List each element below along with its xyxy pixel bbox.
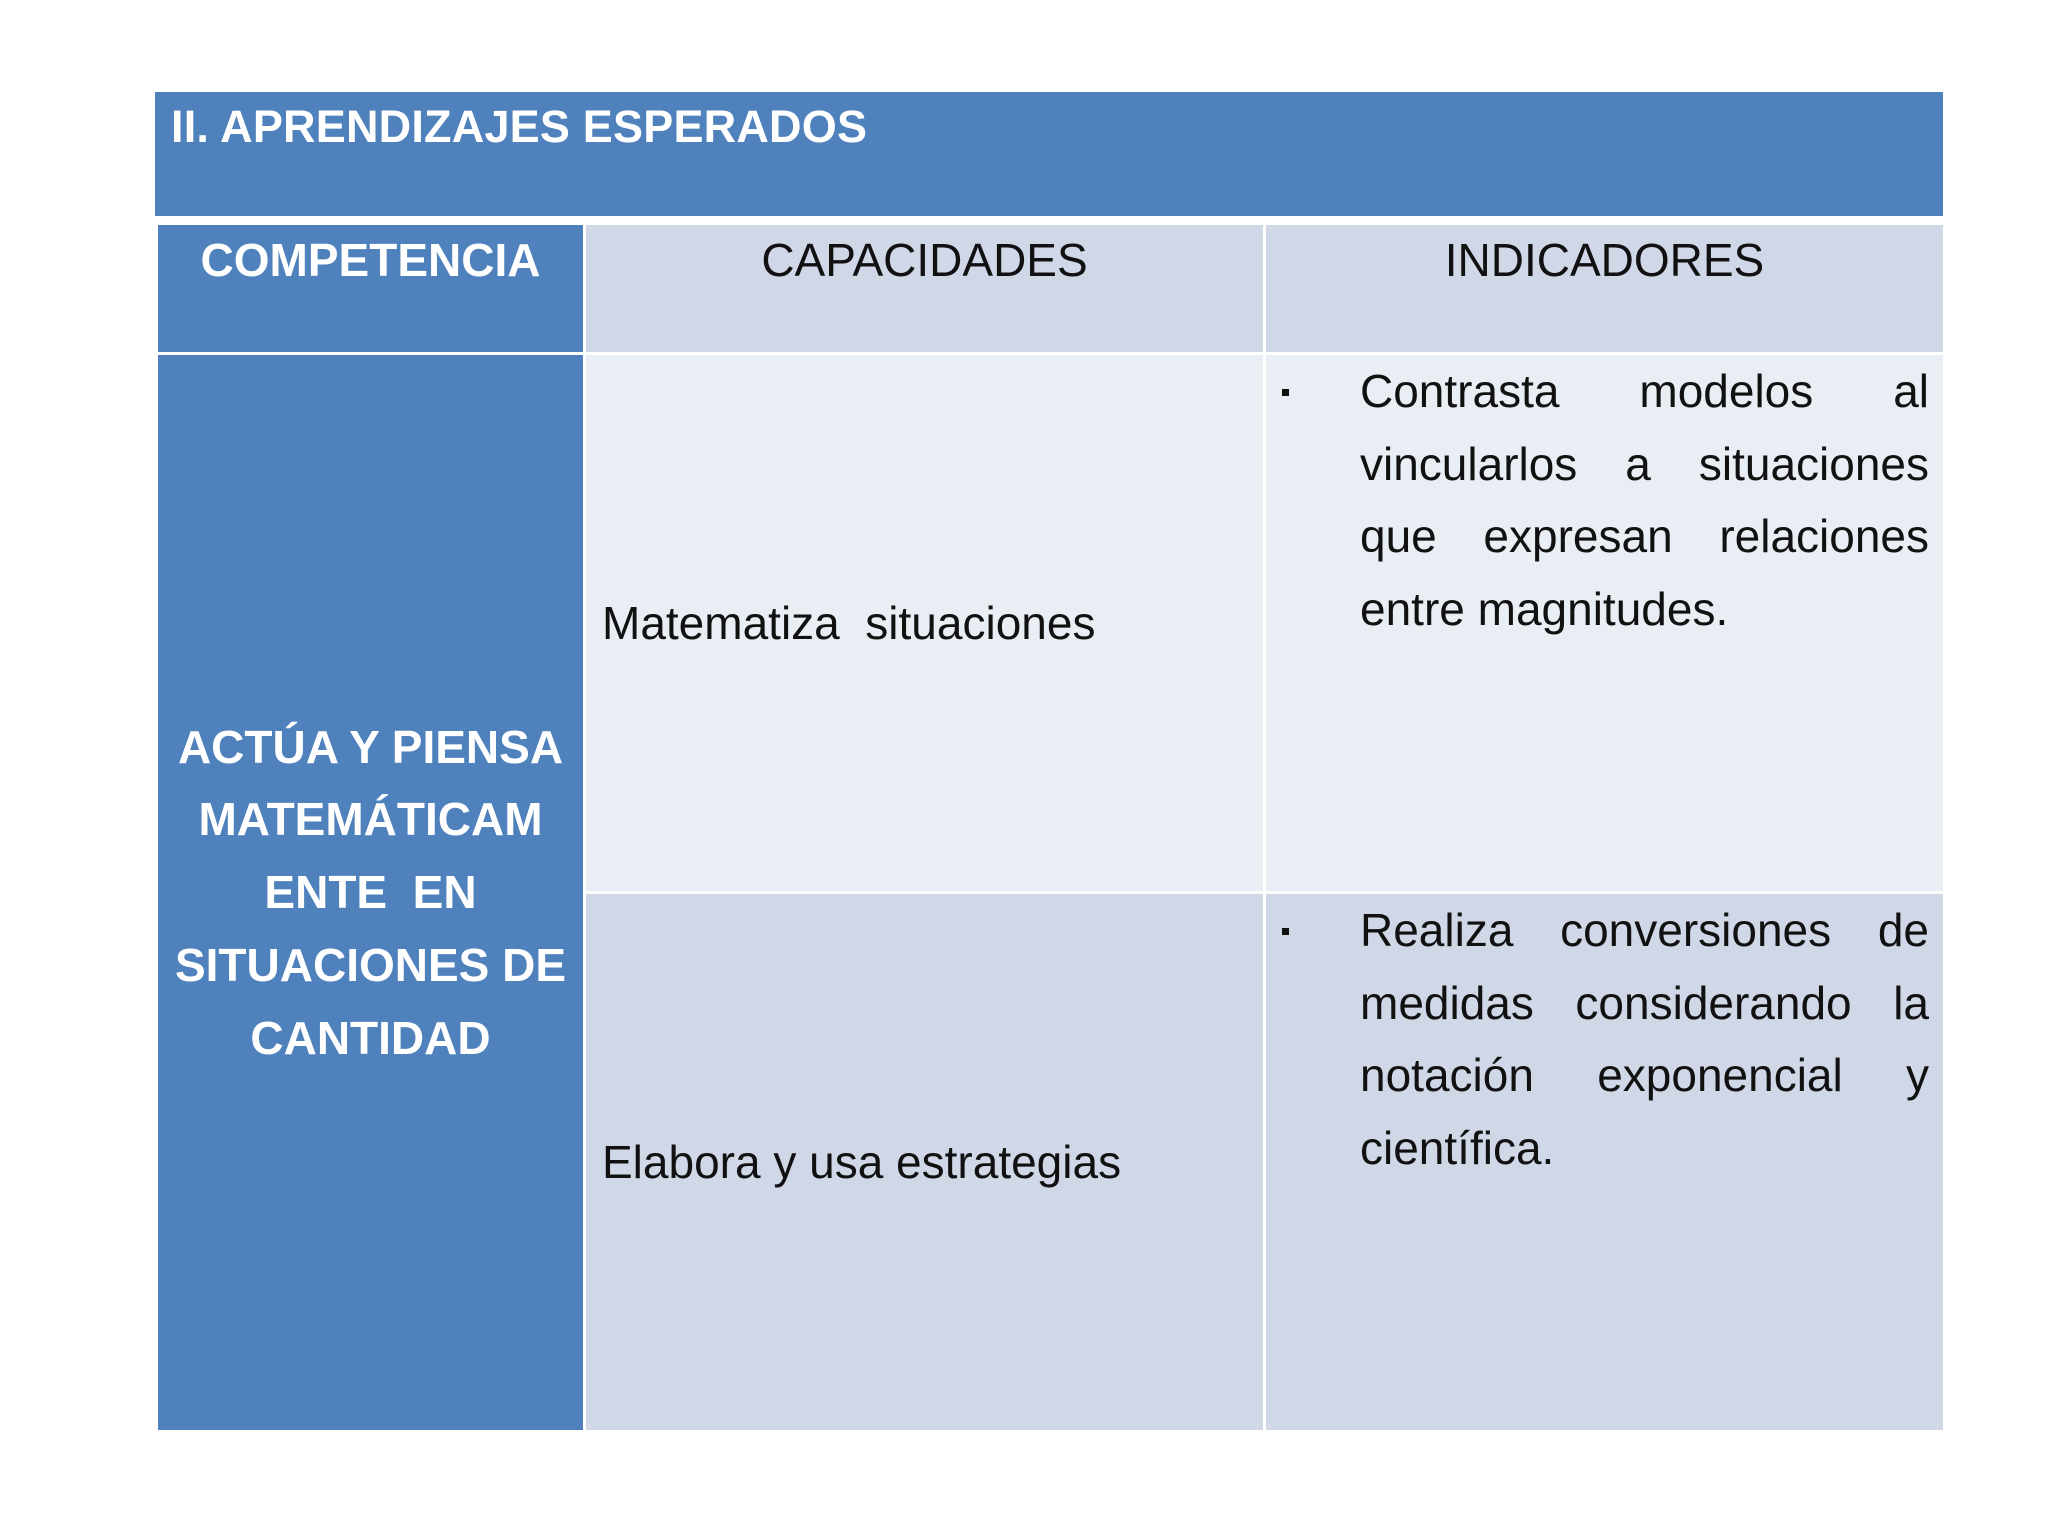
indicador-cell <box>1265 893 1945 1432</box>
bullet-icon <box>1282 928 1289 935</box>
bullet-icon <box>1282 389 1289 396</box>
competencia-line: CANTIDAD <box>250 1011 491 1064</box>
capacidad-cell: Elabora y usa estrategias <box>585 893 1265 1432</box>
competencia-line: ENTE EN <box>264 866 477 919</box>
title-bar <box>155 92 1943 216</box>
indicador-text: Realiza conversiones de medidas considerando la notación exponencial y científica. <box>1360 904 1929 1175</box>
table-row <box>157 354 1945 893</box>
competencia-line: SITUACIONES DE <box>174 938 567 991</box>
page-title: II. APRENDIZAJES ESPERADOS <box>171 101 868 152</box>
competencia-cell <box>157 354 585 1432</box>
header-indicadores: INDICADORES <box>1265 224 1945 354</box>
competencia-line: ACTÚA Y PIENSA <box>177 720 564 773</box>
indicador-cell <box>1265 354 1945 893</box>
indicador-text: Contrasta modelos al vincularlos a situaciones que expresan relaciones entre magnitudes. <box>1360 365 1929 636</box>
header-competencia: COMPETENCIA <box>157 224 585 354</box>
capacidad-cell: Matematiza situaciones <box>585 354 1265 893</box>
header-capacidades: CAPACIDADES <box>585 224 1265 354</box>
learning-table <box>155 222 1946 1433</box>
table-header-row <box>157 224 1945 354</box>
competencia-line: MATEMÁTICAM <box>198 793 543 846</box>
